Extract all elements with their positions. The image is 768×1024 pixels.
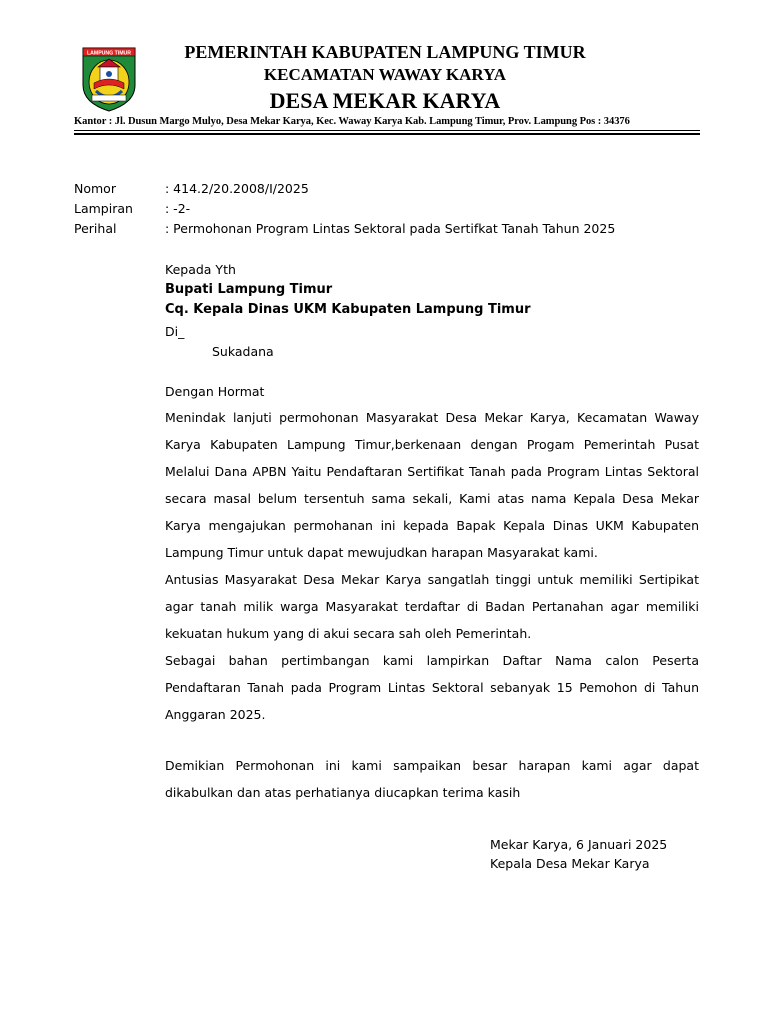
signature-place-date: Mekar Karya, 6 Januari 2025 (490, 837, 668, 852)
recipient-cq: Cq. Kepala Dinas UKM Kabupaten Lampung Timur (165, 302, 531, 317)
recipient-name: Bupati Lampung Timur (165, 282, 333, 297)
letterhead-district: KECAMATAN WAWAY KARYA (263, 65, 507, 84)
letterhead-village: DESA MEKAR KARYA (269, 88, 501, 113)
lampiran-value: : -2- (165, 201, 191, 216)
recipient-di: Di_ (165, 324, 185, 339)
nomor-label: Nomor (74, 181, 116, 196)
paragraph-3: Sebagai bahan pertimbangan kami lampirkan Daftar Nama calon Peserta Pendaftaran Tanah pada Program Lintas Sektoral sebanyak 15 Pemohon di Tahun Anggaran 2025. (165, 653, 699, 722)
nomor-value: : 414.2/20.2008/I/2025 (165, 181, 309, 196)
letterhead-divider-thick (74, 133, 700, 135)
recipient-place: Sukadana (212, 344, 274, 359)
perihal-value: : Permohonan Program Lintas Sektoral pada Sertifkat Tanah Tahun 2025 (165, 221, 616, 236)
letterhead-address: Kantor : Jl. Dusun Margo Mulyo, Desa Mekar Karya, Kec. Waway Karya Kab. Lampung Timur, Prov. Lampung Pos : 34376 (74, 116, 630, 127)
letterhead-government: PEMERINTAH KABUPATEN LAMPUNG TIMUR (184, 42, 586, 62)
salutation: Dengan Hormat (165, 384, 265, 399)
logo-caption: LAMPUNG TIMUR (86, 50, 132, 57)
paragraph-1: Menindak lanjuti permohonan Masyarakat Desa Mekar Karya, Kecamatan Waway Karya Kabupaten Lampung Timur,berkenaan dengan Progam Pemerintah Pusat Melalui Dana APBN Yaitu Pendaftaran Sertifikat Tanah pada Program Lintas Sektoral secara masal belum tersentuh sama sekali, Kami atas nama Kepala Desa Mekar Karya mengajukan permohanan ini kepada Bapak Kepala Dinas UKM Kabupaten Lampung Timur untuk dapat mewujudkan harapan Masyarakat kami. (165, 410, 699, 560)
paragraph-closing: Demikian Permohonan ini kami sampaikan besar harapan kami agar dapat dikabulkan dan atas perhatianya diucapkan terima kasih (165, 758, 699, 800)
regency-logo-icon (80, 45, 138, 113)
lampiran-label: Lampiran (74, 201, 133, 216)
perihal-label: Perihal (74, 221, 117, 236)
signature-title: Kepala Desa Mekar Karya (490, 856, 650, 871)
paragraph-2: Antusias Masyarakat Desa Mekar Karya sangatlah tinggi untuk memiliki Sertipikat agar tanah milik warga Masyarakat terdaftar di Badan Pertanahan agar memiliki kekuatan hukum yang di akui secara sah oleh Pemerintah. (165, 572, 699, 641)
recipient-greeting: Kepada Yth (165, 262, 236, 277)
letterhead-divider-thin (74, 130, 700, 131)
